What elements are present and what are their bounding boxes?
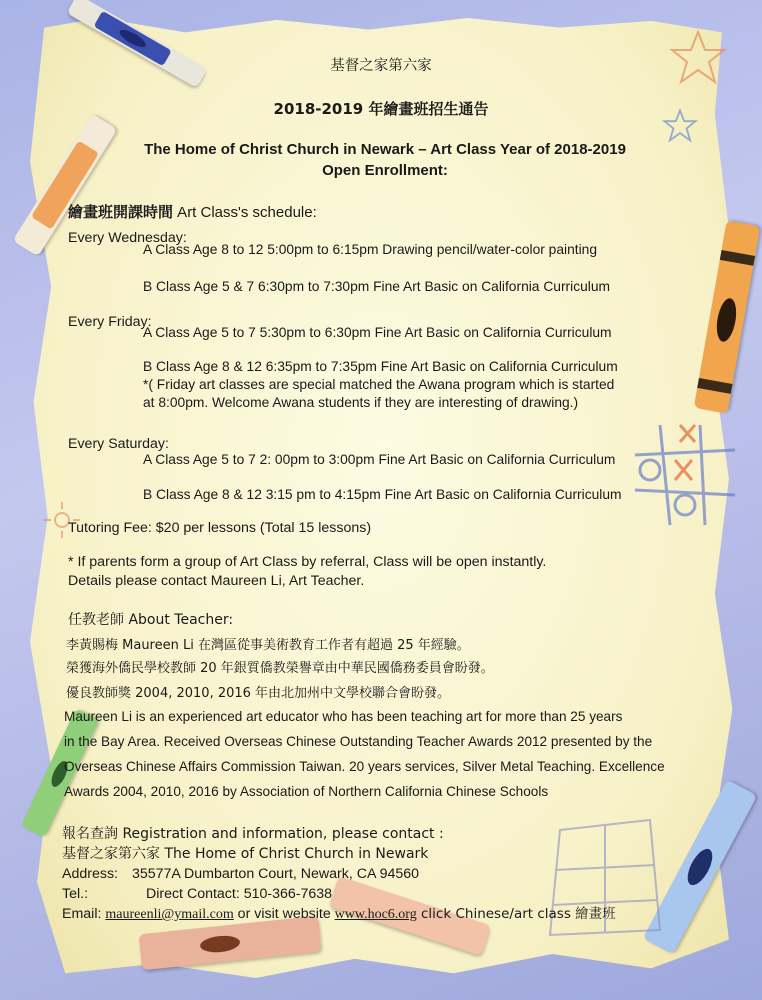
saturday-class-b: B Class Age 8 & 12 3:15 pm to 4:15pm Fine Art Basic on California Curriculum (143, 487, 622, 502)
saturday-class-a: A Class Age 5 to 7 2: 00pm to 3:00pm Fine Art Basic on California Curriculum (143, 452, 616, 467)
saturday-heading: Every Saturday: (68, 436, 169, 452)
teacher-english-line2: in the Bay Area. Received Overseas Chinese Outstanding Teacher Awards 2012 presented by the (64, 734, 653, 749)
title-chinese: 2018-2019 年繪畫班招生通告 (273, 100, 489, 118)
schedule-heading-chinese: 繪畫班開課時間 (68, 203, 174, 221)
contact-church: 基督之家第六家 The Home of Christ Church in Newark (62, 846, 429, 862)
tel-label: Tel.: (62, 886, 89, 902)
teacher-english-line1: Maureen Li is an experienced art educator who has been teaching art for more than 25 years (64, 709, 623, 724)
contact-address (62, 866, 419, 883)
schedule-heading (68, 204, 317, 221)
contact-heading: 報名查詢 Registration and information, please contact : (62, 826, 444, 842)
group-note-line1: * If parents form a group of Art Class by referral, Class will be open instantly. (68, 554, 547, 570)
teacher-english-line3: Overseas Chinese Affairs Commission Taiwan. 20 years services, Silver Metal Teaching. Excellence (64, 759, 665, 774)
wednesday-class-b: B Class Age 5 & 7 6:30pm to 7:30pm Fine Art Basic on California Curriculum (143, 279, 611, 294)
title-english-line1: The Home of Christ Church in Newark – Art Class Year of 2018-2019 (144, 141, 626, 158)
tutoring-fee: Tutoring Fee: $20 per lessons (Total 15 lessons) (68, 520, 372, 536)
contact-email (62, 906, 616, 923)
friday-note-line2: at 8:00pm. Welcome Awana students if they are interesting of drawing.) (143, 395, 579, 410)
email-link[interactable]: maureenli@ymail.com (105, 907, 234, 922)
website-prefix: or visit website (233, 906, 331, 922)
group-note-line2: Details please contact Maureen Li, Art Teacher. (68, 573, 365, 589)
address-value: 35577A Dumbarton Court, Newark, CA 94560 (131, 866, 420, 882)
website-link[interactable]: www.hoc6.org (334, 907, 417, 922)
wednesday-class-a: A Class Age 8 to 12 5:00pm to 6:15pm Drawing pencil/water-color painting (143, 242, 598, 257)
tel-value: Direct Contact: 510-366-7638 (145, 886, 333, 902)
teacher-chinese-line3: 優良教師獎 2004, 2010, 2016 年由北加州中文學校聯合會盼發。 (66, 686, 451, 701)
wednesday-heading: Every Wednesday: (68, 230, 187, 246)
teacher-heading: 任教老師 About Teacher: (68, 612, 234, 628)
schedule-heading-english: Art Class's schedule: (173, 204, 317, 221)
website-suffix: click Chinese/art class 繪畫班 (416, 906, 616, 922)
email-label: Email: (62, 906, 102, 922)
address-label: Address: (62, 866, 118, 882)
title-english-line2: Open Enrollment: (322, 162, 448, 179)
teacher-chinese-line2: 榮獲海外僑民學校教師 20 年銀質僑教榮譽章由中華民國僑務委員會盼發。 (66, 661, 494, 676)
friday-class-b: B Class Age 8 & 12 6:35pm to 7:35pm Fine Art Basic on California Curriculum (143, 359, 618, 374)
friday-note-line1: *( Friday art classes are special matched the Awana program which is started (143, 377, 615, 392)
org-name-chinese: 基督之家第六家 (330, 58, 432, 74)
contact-tel (62, 886, 332, 903)
friday-class-a: A Class Age 5 to 7 5:30pm to 6:30pm Fine Art Basic on California Curriculum (143, 325, 612, 340)
friday-heading: Every Friday: (68, 314, 152, 330)
teacher-english-line4: Awards 2004, 2010, 2016 by Association of Northern California Chinese Schools (64, 784, 549, 799)
teacher-chinese-line1: 李黃賜梅 Maureen Li 在灣區從事美術教育工作者有超過 25 年經驗。 (66, 638, 470, 653)
